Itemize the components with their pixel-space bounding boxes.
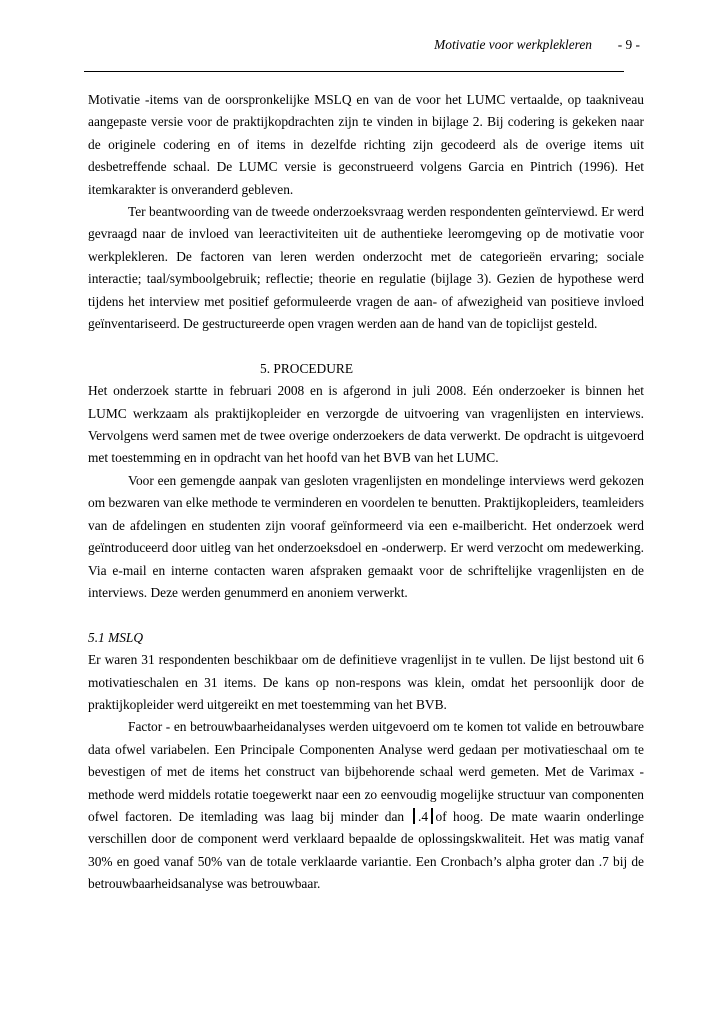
page-header (84, 37, 640, 57)
paragraph-mslq-analysis (88, 716, 644, 895)
absolute-value-bar-right (431, 808, 433, 824)
document-body (88, 89, 644, 896)
subsection-heading-mslq: 5.1 MSLQ (88, 629, 144, 645)
spacer (88, 604, 644, 626)
section-heading-procedure: 5. PROCEDURE (260, 360, 354, 376)
analysis-text-start: Factor - en betrouwbaarheidanalyses werden uitgevoerd om te komen tot valide en betrouwbare data ofwel variabelen. Een Principale Componenten Analyse werd gedaan per motivatieschaal om te bevestigen of met de items het construct van bijbehorende schaal werd gemeten. Met de Varimax -methode werd middels rotatie toegewerkt naar een zo eenvoudig mogelijke structuur van componenten ofwel factoren. De itemlading was laag bij minder dan (88, 719, 644, 824)
paragraph-procedure-2: Voor een gemengde aanpak van gesloten vragenlijsten en mondelinge interviews werd gekozen om bezwaren van elke methode te verminderen en voordelen te benutten. Praktijkopleiders, teamleiders van de afdelingen en studenten zijn vooraf geïnformeerd via een e-mailbericht. Het onderzoek werd geïntroduceerd door uitleg van het onderzoeksdoel en -onderwerp. Er werd verzocht om medewerking. Via e-mail en interne contacten waren afspraken gemaakt voor de schriftelijke vragenlijsten en de interviews. Deze werden genummerd en anoniem verwerkt. (88, 472, 644, 600)
header-title: Motivatie voor werkplekleren (434, 37, 592, 52)
paragraph-procedure-1: Het onderzoek startte in februari 2008 en is afgerond in juli 2008. Eén onderzoeker is binnen het LUMC werkzaam als praktijkopleider en verzorgde de uitvoering van vragenlijsten en interviews. Vervolgens werd samen met de twee overige onderzoekers de data verwerkt. De opdracht is uitgevoerd met toestemming en in opdracht van het hoofd van het BVB van het LUMC. (88, 383, 644, 466)
loading-threshold: .4 (417, 808, 429, 824)
paragraph-mslq-respondents: Er waren 31 respondenten beschikbaar om de definitieve vragenlijst in te vullen. De lijst bestond uit 6 motivatieschalen en 31 items. De kans op non-respons was klein, omdat het persoonlijk door de praktijkopleider werd uitgereikt en met toestemming van het BVB. (88, 652, 644, 712)
paragraph-mslq-items: Motivatie -items van de oorspronkelijke MSLQ en van de voor het LUMC vertaalde, op taakniveau aangepaste versie voor de praktijkopdrachten zijn te vinden in bijlage 2. Bij codering is gekeken naar de originele codering en of items in dezelfde richting zijn gecodeerd als de overige items uit desbetreffende schaal. De LUMC versie is geconstrueerd volgens Garcia en Pintrich (1996). Het itemkarakter is onveranderd gebleven. (88, 92, 644, 197)
header-divider (84, 71, 624, 72)
spacer (88, 335, 644, 357)
absolute-value-bar-left (413, 808, 415, 824)
page-number: - 9 - (617, 37, 640, 52)
analysis-text-end: of hoog. De mate waarin onderlinge verschillen door de component werd verklaard bepaalde de oplossingskwaliteit. Het was matig vanaf 30% en goed vanaf 50% van de totale verklaarde variantie. Een Cronbach’s alpha groter dan .7 bij de betrouwbaarheidsanalyse was betrouwbaar. (88, 808, 644, 892)
paragraph-interviews: Ter beantwoording van de tweede onderzoeksvraag werden respondenten geïnterviewd. Er werd gevraagd naar de invloed van leeractiviteiten uit de authentieke leeromgeving op de motivatie voor werkplekleren. De factoren van leren werden onderzocht met de categorieën ervaring; sociale interactie; taal/symboolgebruik; reflectie; theorie en regulatie (bijlage 3). Gezien de hypothese werd tijdens het interview met positief geformuleerde vragen de aan- of afwezigheid van positieve invloed geïnventariseerd. De gestructureerde open vragen werden aan de hand van de topiclijst gesteld. (88, 204, 644, 332)
